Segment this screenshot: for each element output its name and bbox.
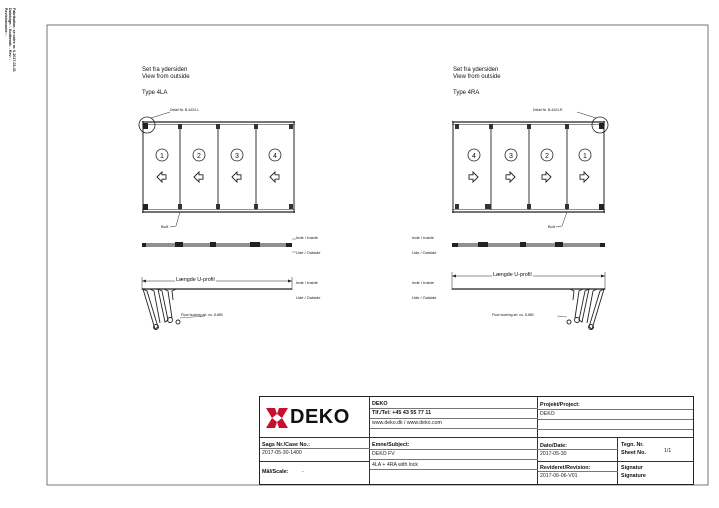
left-outside-label-2: Ude / Outside xyxy=(296,295,321,300)
right-title-da: Set fra ydersiden xyxy=(453,67,499,73)
logo-text: DEKO xyxy=(290,406,350,428)
right-type-label: Type 4RA xyxy=(453,90,480,96)
company-name: DEKO xyxy=(372,401,388,407)
revision-label: Revideret/Revision: xyxy=(540,465,591,471)
case-cell xyxy=(260,438,370,462)
left-title-da: Set fra ydersiden xyxy=(142,67,188,73)
panel-number: 3 xyxy=(235,152,239,160)
date-cell xyxy=(538,438,618,462)
panel-number: 3 xyxy=(509,152,513,160)
company-cell xyxy=(370,397,538,438)
panel-number: 1 xyxy=(583,152,587,160)
sheet-label-en: Sheet No. xyxy=(621,450,646,456)
left-elevation xyxy=(139,112,296,330)
right-floor-bushing-label: Floor bushing art. no. 8-880 xyxy=(492,313,534,317)
left-inside-label-2: Inde / Inside xyxy=(296,280,318,285)
signature-cell xyxy=(618,462,693,484)
right-elevation xyxy=(452,112,608,330)
case-value: 2017-05-30-1400 xyxy=(262,450,302,456)
subject-label: Emne/Subject: xyxy=(372,442,410,448)
title-block xyxy=(259,396,694,485)
left-length-label: Længde U-profil xyxy=(176,276,215,283)
right-inside-label-2: Inde / Inside xyxy=(412,280,434,285)
right-bolt-label: Bolt xyxy=(548,224,555,229)
panel-number: 1 xyxy=(160,152,164,160)
signature-label-en: Signature xyxy=(621,473,646,479)
revision-cell xyxy=(538,462,618,484)
left-title-en: View from outside xyxy=(142,74,190,80)
right-title-en: View from outside xyxy=(453,74,501,80)
left-floor-bushing-label: Floor bushing art. no. 8-880 xyxy=(181,313,223,317)
margin-note: Dato/sign: - Godkendt: - Rev: - xyxy=(8,8,12,60)
case-label: Sags Nr./Case No.: xyxy=(262,442,310,448)
sheet-cell xyxy=(618,438,693,462)
deko-logo-icon xyxy=(266,408,288,428)
panel-number: 4 xyxy=(472,152,476,160)
revision-value: 2017-06-06-V01 xyxy=(540,473,578,479)
left-bolt-label: Bolt xyxy=(161,224,168,229)
signature-label-da: Signatur xyxy=(621,465,643,471)
left-inside-label: Inde / Inside xyxy=(296,235,318,240)
margin-note: Revisionsnote: - xyxy=(4,8,8,36)
panel-number: 2 xyxy=(545,152,549,160)
subject-cell xyxy=(370,438,538,484)
subject-line-1: DEKO FV xyxy=(372,451,395,457)
company-web: www.deko.dk / www.deko.com xyxy=(372,420,442,426)
scale-value: - xyxy=(302,469,304,475)
project-cell xyxy=(538,397,693,438)
scale-cell xyxy=(260,462,370,484)
left-outside-label: Ude / Outside xyxy=(296,250,321,255)
logo-cell xyxy=(260,397,370,438)
subject-line-2: 4LA + 4RA with lock xyxy=(372,462,418,468)
date-label: Dato/Date: xyxy=(540,443,567,449)
left-type-label: Type 4LA xyxy=(142,90,168,96)
margin-note: Fabrikation: se ordre nr. 6-2017-03-31 xyxy=(12,8,16,72)
scale-label: Mål/Scale: xyxy=(262,469,289,475)
sheet-value: 1/1 xyxy=(664,448,672,454)
company-phone: Tlf./Tel: +45 43 55 77 11 xyxy=(372,410,432,416)
right-outside-label: Ude / Outside xyxy=(412,250,437,255)
panel-number: 2 xyxy=(197,152,201,160)
right-outside-label-2: Ude / Outside xyxy=(412,295,437,300)
date-value: 2017-05-30 xyxy=(540,451,567,457)
left-detail-ref: Detail Nr. B-4424-L xyxy=(170,108,199,112)
right-length-label: Længde U-profil xyxy=(493,271,532,278)
sheet-label-da: Tegn. Nr. xyxy=(621,442,644,448)
project-label: Projekt/Project: xyxy=(540,402,580,408)
right-detail-ref: Detail Nr. B-4424-R xyxy=(533,108,563,112)
panel-number: 4 xyxy=(273,152,277,160)
project-value: DEKO xyxy=(540,411,555,417)
right-inside-label: Inde / Inside xyxy=(412,235,434,240)
